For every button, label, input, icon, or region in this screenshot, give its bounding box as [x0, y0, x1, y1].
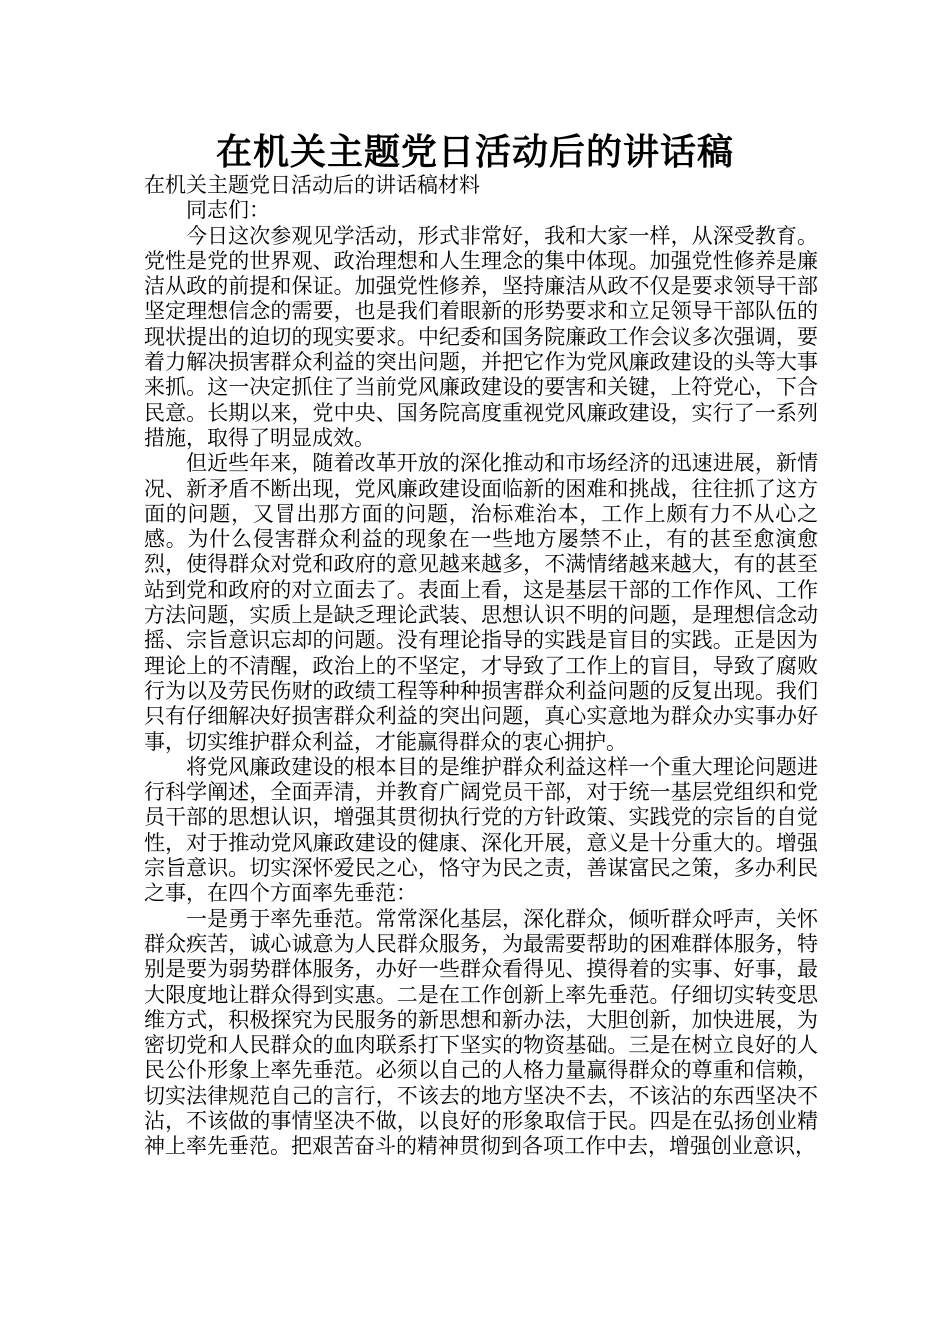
document-body — [144, 173, 818, 1160]
salutation: 同志们： — [186, 198, 270, 223]
document-title: 在机关主题党日活动后的讲话稿 — [215, 131, 734, 173]
body-paragraph: 一是勇于率先垂范。常常深化基层，深化群众，倾听群众呼声，关怀群众疾苦，诚心诚意为人民群众服务，为最需要帮助的困难群体服务，特别是要为弱势群体服务，办好一些群众看得见、摸得着的实事、好事，最大限度地让群众得到实惠。二是在工作创新上率先垂范。仔细切实转变思维方式，积极探究为民服务的新思想和新办法，大胆创新，加快进展，为密切党和人民群众的血肉联系打下坚实的物资基础。三是在树立良好的人民公仆形象上率先垂范。必须以自己的人格力量赢得群众的尊重和信赖，切实法律规范自己的言行，不该去的地方坚决不去，不该沾的东西坚决不沾，不该做的事情坚决不做，以良好的形象取信于民。四是在弘扬创业精神上率先垂范。把艰苦奋斗的精神贯彻到各项工作中去，增强创业意识， — [144, 906, 818, 1159]
document-subtitle: 在机关主题党日活动后的讲话稿材料 — [144, 173, 480, 197]
body-paragraph: 但近些年来，随着改革开放的深化推动和市场经济的迅速进展，新情况、新矛盾不断出现，党风廉政建设面临新的困难和挑战，往往抓了这方面的问题，又冒出那方面的问题，治标难治本，工作上颇有力不从心之感。为什么侵害群众利益的现象在一些地方屡禁不止，有的甚至愈演愈烈，使得群众对党和政府的意见越来越多，不满情绪越来越大，有的甚至站到党和政府的对立面去了。表面上看，这是基层干部的工作作风、工作方法问题，实质上是缺乏理论武装、思想认识不明的问题，是理想信念动摇、宗旨意识忘却的问题。没有理论指导的实践是盲目的实践。正是因为理论上的不清醒，政治上的不坚定，才导致了工作上的盲目，导致了腐败行为以及劳民伤财的政绩工程等种种损害群众利益问题的反复出现。我们只有仔细解决好损害群众利益的突出问题，真心实意地为群众办实事办好事，切实维护群众利益，才能赢得群众的衷心拥护。 — [144, 451, 818, 754]
body-paragraph: 今日这次参观见学活动，形式非常好，我和大家一样，从深受教育。党性是党的世界观、政治理想和人生理念的集中体现。加强党性修养是廉洁从政的前提和保证。加强党性修养，坚持廉洁从政不仅是要求领导干部坚定理想信念的需要，也是我们着眼新的形势要求和立足领导干部队伍的现状提出的迫切的现实要求。中纪委和国务院廉政工作会议多次强调，要着力解决损害群众利益的突出问题，并把它作为党风廉政建设的头等大事来抓。这一决定抓住了当前党风廉政建设的要害和关键，上符党心，下合民意。长期以来，党中央、国务院高度重视党风廉政建设，实行了一系列措施，取得了明显成效。 — [144, 223, 818, 450]
body-paragraph: 将党风廉政建设的根本目的是维护群众利益这样一个重大理论问题进行科学阐述，全面弄清，并教育广阔党员干部，对于统一基层党组织和党员干部的思想认识，增强其贯彻执行党的方针政策、实践党的宗旨的自觉性，对于推动党风廉政建设的健康、深化开展，意义是十分重大的。增强宗旨意识。切实深怀爱民之心，恪守为民之责，善谋富民之策，多办利民之事，在四个方面率先垂范： — [144, 754, 818, 906]
